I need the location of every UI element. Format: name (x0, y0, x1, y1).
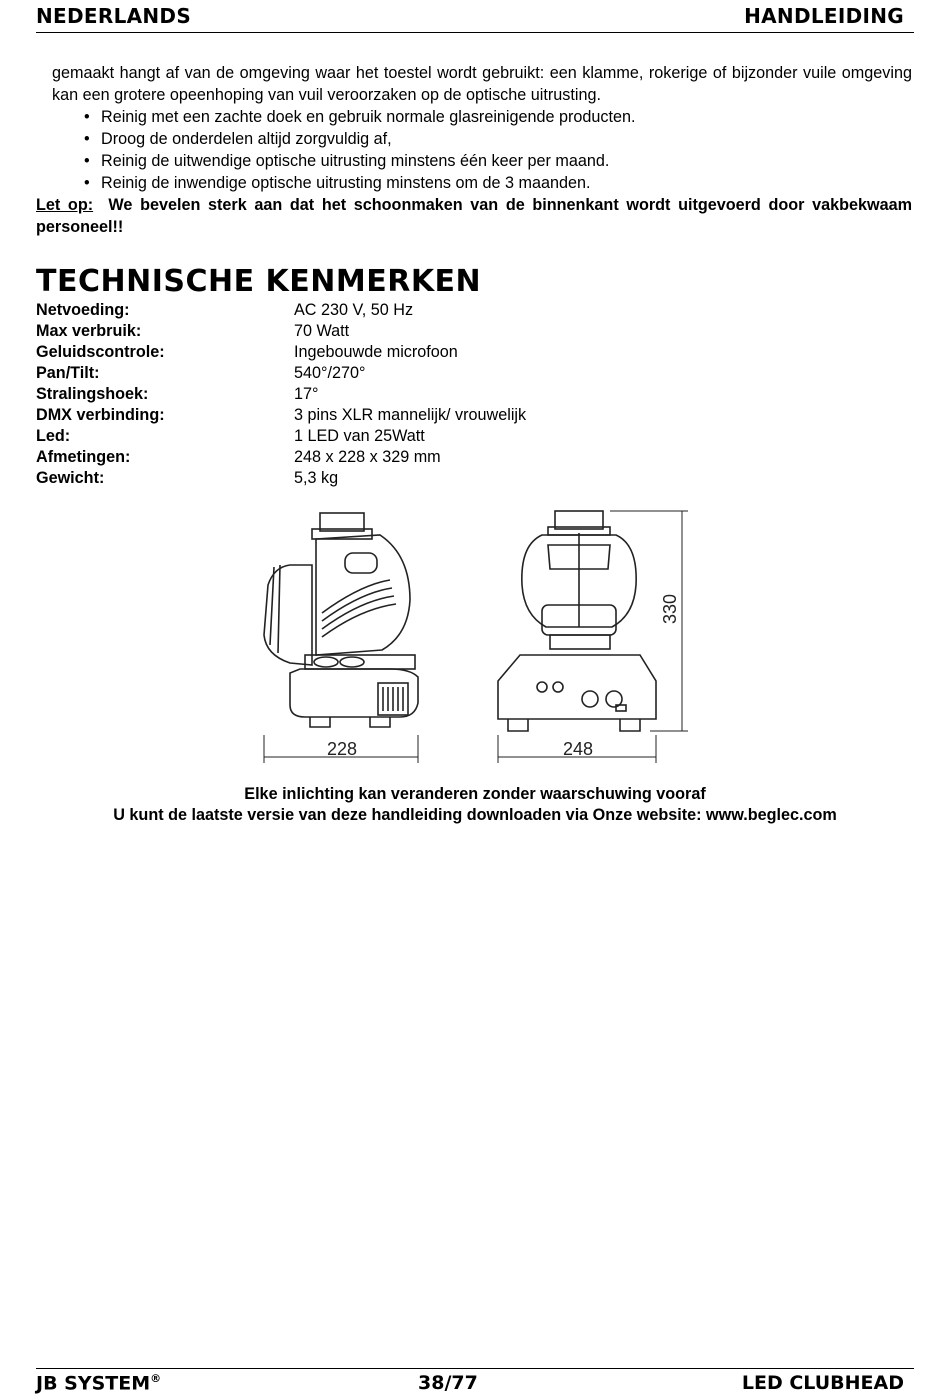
table-row (36, 405, 526, 426)
spec-key: Afmetingen: (36, 448, 131, 466)
spec-key: Pan/Tilt: (36, 364, 100, 382)
specs-table (36, 300, 526, 489)
spec-value: 248 x 228 x 329 mm (294, 448, 441, 466)
spec-value: 1 LED van 25Watt (294, 427, 425, 445)
list-item: • Droog de onderdelen altijd zorgvuldig af, (36, 128, 912, 150)
spec-key: Netvoeding: (36, 301, 130, 319)
spec-key: Stralingshoek: (36, 385, 149, 403)
list-item: • Reinig met een zachte doek en gebruik normale glasreinigende producten. (36, 106, 912, 128)
spec-value: 17° (294, 385, 319, 403)
footer-brand (36, 1372, 161, 1394)
table-row (36, 447, 526, 468)
header-doc-type: HANDLEIDING (744, 4, 904, 28)
table-row (36, 321, 526, 342)
footer-product: LED CLUBHEAD (741, 1372, 904, 1394)
page-number: 38/77 (418, 1372, 478, 1394)
spec-key: Led: (36, 427, 71, 445)
dimension-drawing (250, 505, 700, 775)
table-row (36, 384, 526, 405)
table-row (36, 363, 526, 384)
warning-paragraph (36, 194, 912, 238)
spec-key: Geluidscontrole: (36, 343, 165, 361)
warning-text: We bevelen sterk aan dat het schoonmaken van de binnenkant wordt uitgevoerd door vakbekwaam personeel!! (36, 196, 912, 236)
spec-value: 540°/270° (294, 364, 366, 382)
notes (0, 784, 950, 826)
table-row (36, 300, 526, 321)
brand-name: JB SYSTEM (36, 1372, 151, 1395)
table-row (36, 468, 526, 489)
warning-label: Let op: (36, 196, 94, 214)
spec-value: 5,3 kg (294, 469, 339, 487)
page-footer (36, 1368, 914, 1398)
registered-mark: ® (150, 1372, 162, 1385)
front-view (498, 511, 656, 731)
table-row (36, 342, 526, 363)
cleaning-list (36, 106, 912, 194)
change-notice: Elke inlichting kan veranderen zonder waarschuwing vooraf (244, 785, 706, 803)
dimension-label-side: 228 (326, 739, 358, 759)
spec-key: Max verbruik: (36, 322, 142, 340)
spec-key: DMX verbinding: (36, 406, 165, 424)
spec-value: Ingebouwde microfoon (294, 343, 458, 361)
header-language: NEDERLANDS (36, 4, 192, 28)
dimension-label-front: 248 (562, 739, 594, 759)
side-view (264, 513, 418, 727)
page-header (36, 2, 914, 33)
list-item: • Reinig de uitwendige optische uitrusting minstens één keer per maand. (36, 150, 912, 172)
intro-paragraph: gemaakt hangt af van de omgeving waar het toestel wordt gebruikt: een klamme, rokerige of bijzonder vuile omgeving kan een grotere opeenhoping van vuil veroorzaken op de optische uitrusting. (52, 64, 912, 104)
spec-value: 70 Watt (294, 322, 350, 340)
spec-value: AC 230 V, 50 Hz (294, 301, 414, 319)
spec-key: Gewicht: (36, 469, 105, 487)
list-item: • Reinig de inwendige optische uitrusting minstens om de 3 maanden. (36, 172, 912, 194)
spec-value: 3 pins XLR mannelijk/ vrouwelijk (294, 406, 527, 424)
section-title: TECHNISCHE KENMERKEN (36, 264, 482, 299)
dimension-drawing-svg (250, 505, 700, 775)
download-notice: U kunt de laatste versie van deze handleiding downloaden via Onze website: www.beglec.com (113, 806, 837, 824)
maintenance-text (36, 62, 912, 238)
dimension-label-height: 330 (660, 593, 680, 625)
table-row (36, 426, 526, 447)
